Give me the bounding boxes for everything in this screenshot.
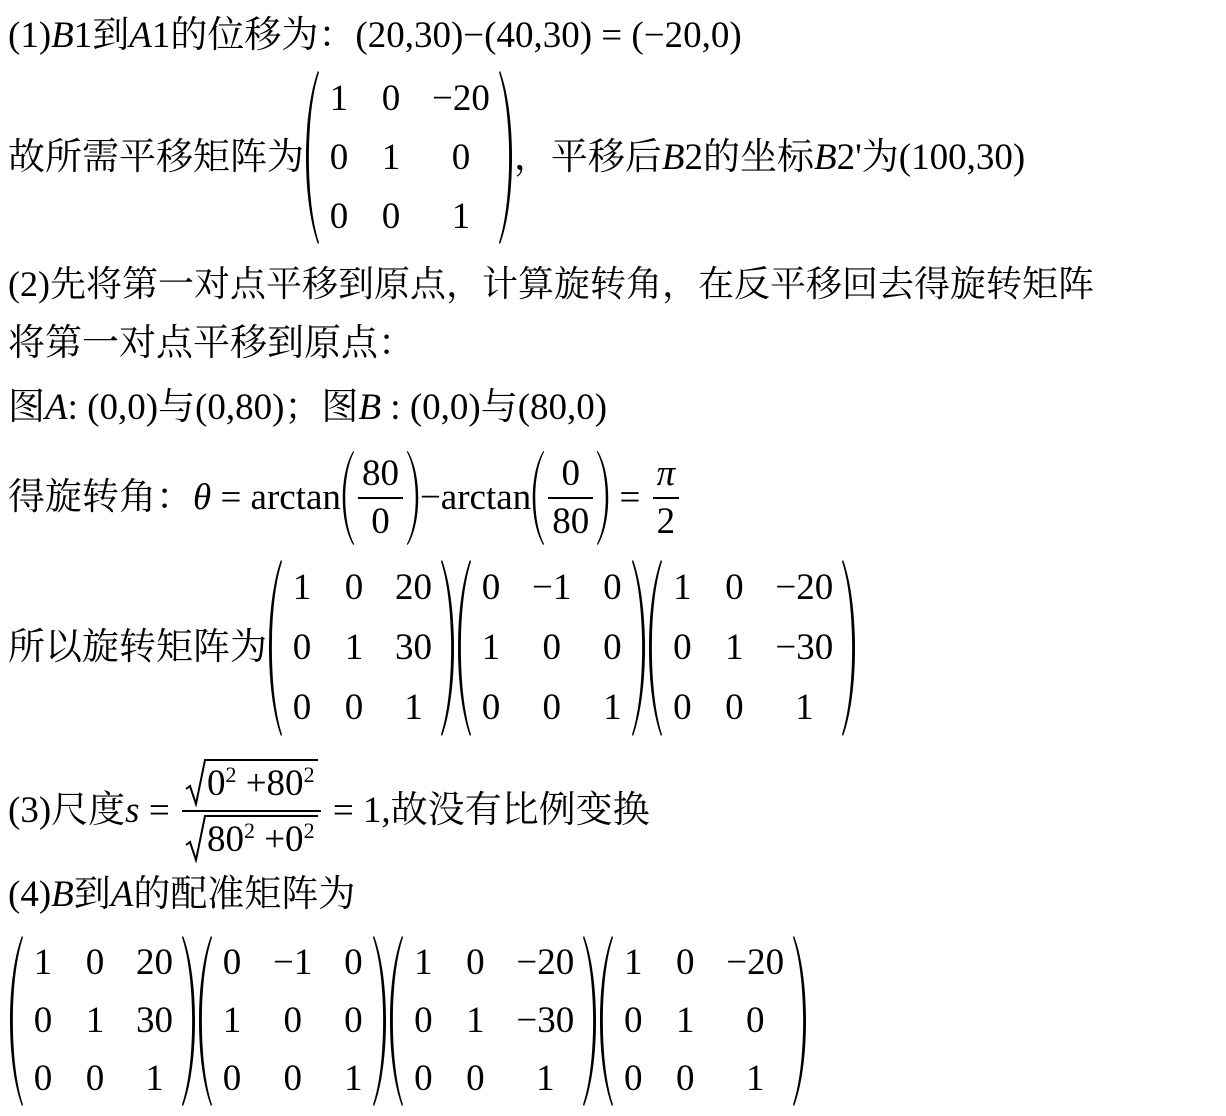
matrix-cell: 1 xyxy=(451,195,471,237)
scale-conclusion: = 1,故没有比例变换 xyxy=(323,790,650,831)
exponent: 2 xyxy=(303,818,315,843)
matrix-grid xyxy=(213,934,372,1108)
matrix-cell: 1 xyxy=(466,1000,485,1041)
text-segment: ，平移后 xyxy=(513,136,662,178)
figure-letter-a: A xyxy=(110,874,134,915)
matrix-cell: 0 xyxy=(466,942,485,983)
matrix-cell: 1 xyxy=(414,942,433,983)
radicand xyxy=(207,759,318,807)
paren-path xyxy=(373,936,386,1107)
left-paren xyxy=(8,934,24,1108)
matrix-cell: −20 xyxy=(775,567,834,608)
matrix-cell: −20 xyxy=(432,77,490,119)
text-segment: : (0,0)与(0,80)；图 xyxy=(67,387,359,428)
points-line xyxy=(8,384,607,432)
matrix-cell: 1 xyxy=(145,1058,164,1099)
matrix-cell: 0 xyxy=(414,1058,433,1099)
matrix-cell: 0 xyxy=(624,1000,643,1041)
matrix-grid xyxy=(472,558,631,738)
fraction xyxy=(358,451,403,545)
left-paren xyxy=(304,69,320,246)
exponent: 2 xyxy=(225,762,237,787)
matrix-cell: 1 xyxy=(344,627,364,668)
translation-matrix xyxy=(304,69,514,246)
paren-path xyxy=(600,936,613,1107)
matrix-grid xyxy=(24,934,181,1108)
pi-over-two-fraction xyxy=(653,451,680,545)
numerator: 80 xyxy=(358,451,403,499)
matrix-cell: 0 xyxy=(344,687,364,728)
paren-path xyxy=(407,451,418,545)
paren-path xyxy=(533,451,544,545)
translate-back-matrix xyxy=(8,934,197,1108)
matrix-cell: 0 xyxy=(676,1058,695,1099)
matrix-cell: 0 xyxy=(344,942,363,983)
matrix-cell: 0 xyxy=(603,627,622,668)
matrix-grid xyxy=(404,934,582,1108)
text-segment: 1到 xyxy=(73,15,130,56)
right-paren xyxy=(792,934,808,1108)
matrix-cell: 0 xyxy=(222,1058,242,1099)
matrix-cell: 1 xyxy=(381,136,401,178)
part2-intro-line xyxy=(8,260,1094,308)
matrix-cell: 1 xyxy=(481,627,501,668)
right-paren xyxy=(582,934,598,1108)
text-segment: : (0,0)与(80,0) xyxy=(381,387,608,428)
matrix-cell: 0 xyxy=(292,687,312,728)
part4-registration-line xyxy=(8,871,355,919)
square-root xyxy=(185,759,318,807)
matrix-cell: −30 xyxy=(775,627,834,668)
right-paren xyxy=(440,558,456,738)
matrix-cell: 30 xyxy=(136,1000,173,1041)
matrix-cell: 0 xyxy=(466,1058,485,1099)
matrix-cell: 1 xyxy=(33,942,53,983)
paren-path xyxy=(390,936,403,1107)
displacement-expression: (20,30)−(40,30) = (−20,0) xyxy=(355,15,742,56)
right-paren xyxy=(181,934,197,1108)
matrix-cell: 0 xyxy=(603,567,622,608)
translation-matrix-label: 故所需平移矩阵为 xyxy=(8,136,304,178)
equals-sign: = xyxy=(610,477,650,518)
left-paren xyxy=(456,558,472,738)
right-paren xyxy=(841,558,857,738)
matrix-cell: 1 xyxy=(676,1000,695,1041)
translate-to-origin-matrix xyxy=(647,558,857,738)
left-paren xyxy=(388,934,404,1108)
matrix-cell: 0 xyxy=(451,136,471,178)
paren-path xyxy=(793,936,806,1107)
part3-scale-line xyxy=(8,759,650,863)
paren-path xyxy=(597,451,608,545)
paren-path xyxy=(583,936,596,1107)
matrix-cell: 0 xyxy=(414,1000,433,1041)
matrix-cell: 1 xyxy=(536,1058,555,1099)
matrix-cell: 0 xyxy=(222,942,242,983)
right-paren xyxy=(372,934,388,1108)
matrix-cell: 1 xyxy=(344,1058,363,1099)
matrix-cell: −20 xyxy=(726,942,785,983)
left-paren xyxy=(267,558,283,738)
rotation-angle-line xyxy=(8,450,682,546)
base: 0 xyxy=(206,763,226,804)
left-paren xyxy=(341,450,355,546)
scale-symbol: s xyxy=(125,790,140,831)
matrix-cell: 0 xyxy=(673,627,692,668)
matrix-cell: 0 xyxy=(85,1058,105,1099)
paren-path xyxy=(458,560,471,736)
theta-symbol: θ xyxy=(193,477,212,518)
paren-path xyxy=(269,560,282,736)
paren-path xyxy=(182,936,195,1107)
right-paren xyxy=(406,450,420,546)
matrix-grid xyxy=(614,934,792,1108)
paren-path xyxy=(632,560,645,736)
rotation-matrix-line xyxy=(8,558,857,738)
matrix-cell: 0 xyxy=(344,567,364,608)
paren-path xyxy=(499,71,512,244)
matrix-cell: 1 xyxy=(222,1000,242,1041)
fraction xyxy=(548,451,593,545)
figure-letter-b: B xyxy=(358,387,382,428)
text-segment: 的配准矩阵为 xyxy=(133,874,356,915)
matrix-cell: 0 xyxy=(33,1000,53,1041)
part-label: (1) xyxy=(8,15,52,56)
matrix-cell: 20 xyxy=(136,942,173,983)
matrix-cell: 0 xyxy=(329,195,349,237)
matrix-cell: −30 xyxy=(516,1000,575,1041)
part1-displacement-line xyxy=(8,12,742,60)
base: 80 xyxy=(206,819,244,860)
denominator xyxy=(182,812,321,863)
matrix-cell: 0 xyxy=(725,567,744,608)
right-paren xyxy=(631,558,647,738)
base: +80 xyxy=(236,763,304,804)
paren-path xyxy=(649,560,662,736)
left-paren xyxy=(598,934,614,1108)
matrix-cell: 0 xyxy=(283,1000,302,1041)
matrix-grid xyxy=(283,558,440,738)
matrix-cell: 20 xyxy=(395,567,432,608)
matrix-cell: 1 xyxy=(85,1000,105,1041)
exponent: 2 xyxy=(243,818,255,843)
numerator: 0 xyxy=(548,451,593,499)
paren-path xyxy=(306,71,319,244)
matrix-cell: 1 xyxy=(725,627,744,668)
matrix-cell: 1 xyxy=(292,567,312,608)
matrix-cell: 0 xyxy=(481,567,501,608)
paren-path xyxy=(10,936,23,1107)
rotation-matrix xyxy=(456,558,647,738)
matrix-cell: 0 xyxy=(329,136,349,178)
denominator: 2 xyxy=(656,501,676,542)
matrix-cell: −1 xyxy=(273,942,313,983)
text-segment: 图 xyxy=(8,387,45,428)
matrix-cell: −20 xyxy=(516,942,575,983)
matrix-cell: 0 xyxy=(624,1058,643,1099)
minus-arctan: −arctan xyxy=(419,477,532,518)
matrix-cell: 0 xyxy=(292,627,312,668)
text-segment: 1的位移为： xyxy=(151,15,356,56)
rotation-matrix-label: 所以旋转矩阵为 xyxy=(8,627,267,668)
numerator xyxy=(182,759,321,812)
left-paren xyxy=(197,934,213,1108)
text-segment: 2'为(100,30) xyxy=(836,136,1026,178)
numerator: π xyxy=(653,451,680,499)
matrix-cell: 1 xyxy=(745,1058,765,1099)
radical-path xyxy=(186,760,207,804)
right-paren xyxy=(498,69,514,246)
paren-path xyxy=(199,936,212,1107)
paren-path xyxy=(343,451,354,545)
part-label: (4) xyxy=(8,874,52,915)
matrix-cell: 1 xyxy=(404,687,423,728)
matrix-cell: 1 xyxy=(673,567,692,608)
translation-matrix-line xyxy=(8,69,1025,246)
radical-path xyxy=(186,816,207,860)
matrix-cell: 1 xyxy=(603,687,622,728)
equals-sign: = xyxy=(139,790,179,831)
translate-to-origin-matrix xyxy=(388,934,598,1108)
translate-to-origin-text: 将第一对点平移到原点： xyxy=(8,323,415,364)
matrix-cell: 0 xyxy=(283,1058,302,1099)
text-segment: 到 xyxy=(73,874,111,915)
registration-matrix-line xyxy=(8,934,808,1108)
matrix-cell: 0 xyxy=(745,1000,765,1041)
matrix-cell: 0 xyxy=(85,942,105,983)
matrix-cell: 1 xyxy=(624,942,643,983)
point-letter-b: B xyxy=(813,136,837,178)
paren-path xyxy=(441,560,454,736)
matrix-cell: 0 xyxy=(542,627,561,668)
point-letter-b: B xyxy=(661,136,685,178)
text-segment: 2的坐标 xyxy=(684,136,814,178)
rotation-angle-label: 得旋转角： xyxy=(8,477,193,518)
radical-sign xyxy=(185,759,207,807)
matrix-cell: 0 xyxy=(481,687,501,728)
left-paren xyxy=(647,558,663,738)
matrix-cell: 0 xyxy=(344,1000,363,1041)
radical-sign xyxy=(185,815,207,863)
denominator: 0 xyxy=(371,501,390,542)
matrix-grid xyxy=(320,69,498,246)
matrix-cell: 0 xyxy=(673,687,692,728)
figure-letter-b: B xyxy=(51,874,74,915)
square-root xyxy=(185,815,318,863)
matrix-cell: 0 xyxy=(381,195,401,237)
matrix-cell: 0 xyxy=(542,687,561,728)
base: +0 xyxy=(254,819,304,860)
figure-letter-a: A xyxy=(45,387,68,428)
matrix-cell: 1 xyxy=(329,77,349,119)
matrix-cell: 1 xyxy=(795,687,814,728)
matrix-cell: −1 xyxy=(532,567,572,608)
equals-arctan: = arctan xyxy=(211,477,341,518)
point-letter-b: B xyxy=(51,15,74,56)
radicand xyxy=(207,815,318,863)
part2-intro-text: (2)先将第一对点平移到原点，计算旋转角，在反平移回去得旋转矩阵 xyxy=(8,264,1094,304)
scale-fraction xyxy=(182,759,321,863)
matrix-cell: 0 xyxy=(33,1058,53,1099)
matrix-cell: 0 xyxy=(676,942,695,983)
translate-to-origin-line xyxy=(8,320,415,368)
matrix-cell: 0 xyxy=(725,687,744,728)
matrix-grid xyxy=(663,558,841,738)
translation-matrix xyxy=(598,934,808,1108)
point-letter-a: A xyxy=(129,15,152,56)
translate-back-matrix xyxy=(267,558,456,738)
exponent: 2 xyxy=(303,762,315,787)
denominator: 80 xyxy=(552,501,590,542)
left-paren xyxy=(531,450,545,546)
paren-path xyxy=(842,560,855,736)
scale-label: (3)尺度 xyxy=(8,790,126,831)
matrix-cell: 30 xyxy=(395,627,432,668)
rotation-matrix xyxy=(197,934,388,1108)
right-paren xyxy=(596,450,610,546)
matrix-cell: 0 xyxy=(381,77,401,119)
